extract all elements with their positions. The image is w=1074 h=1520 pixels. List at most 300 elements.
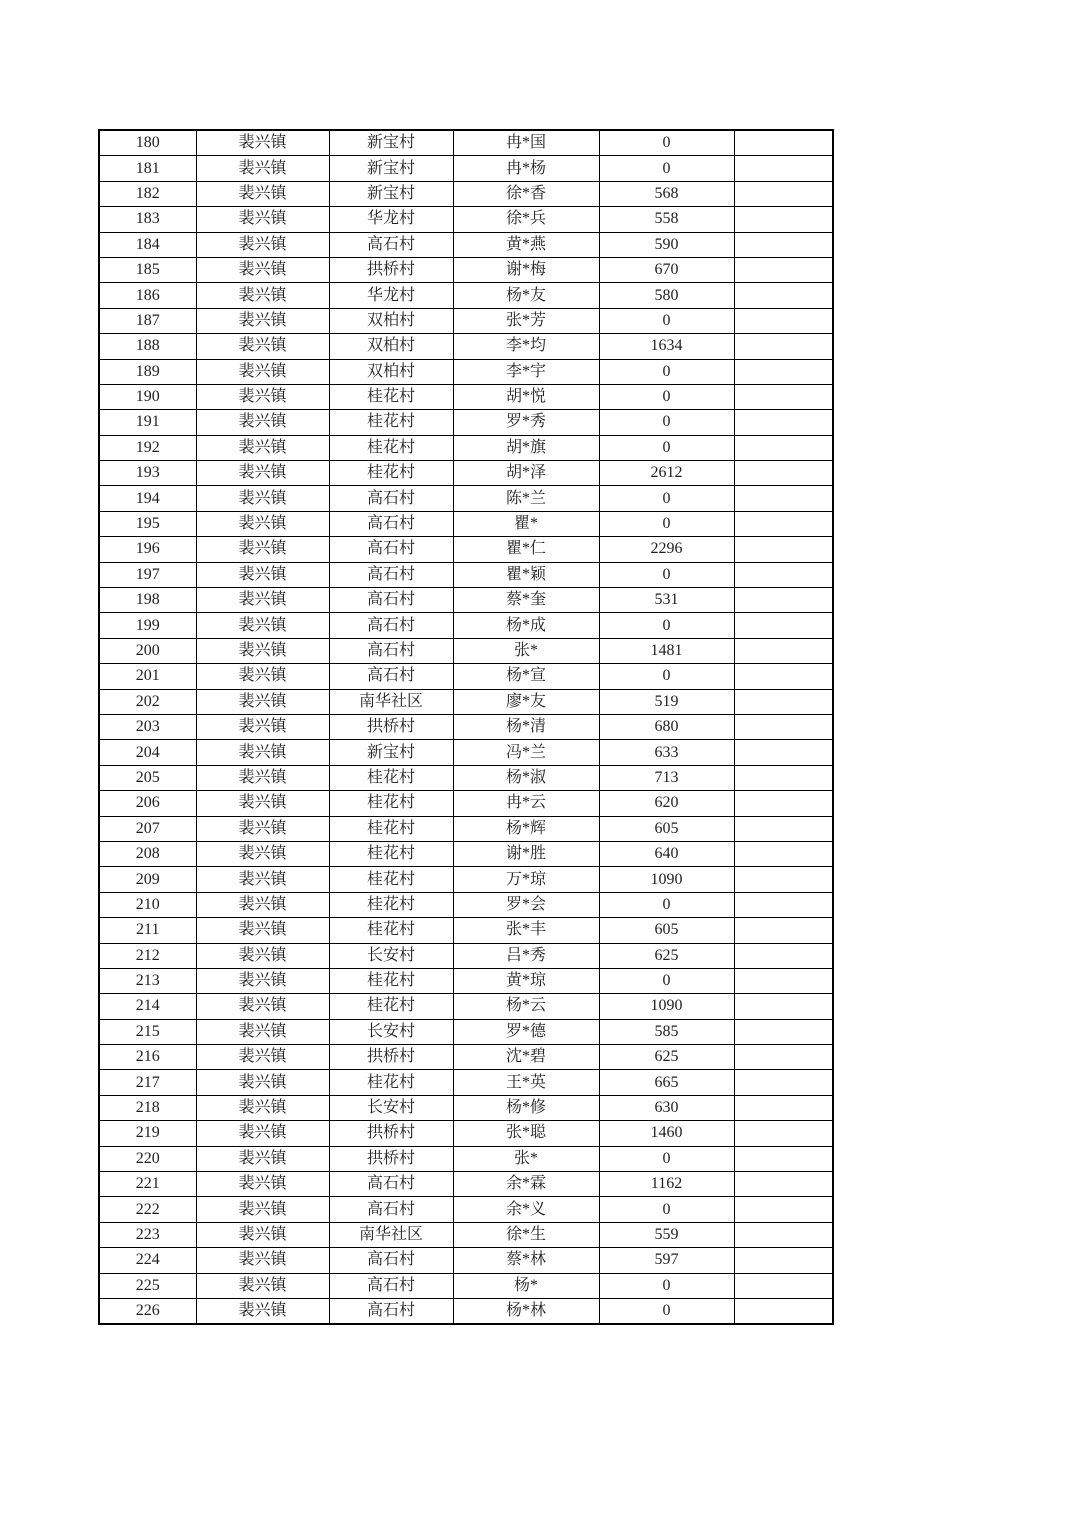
- table-row: [99, 410, 833, 435]
- table-row: [99, 156, 833, 181]
- table-row: [99, 207, 833, 232]
- row-number-cell: 222: [99, 1197, 196, 1222]
- amount-cell: 1460: [599, 1121, 734, 1146]
- person-name-cell: 谢*胜: [453, 841, 599, 866]
- town-cell: 裴兴镇: [196, 1121, 329, 1146]
- row-number-cell: 197: [99, 562, 196, 587]
- person-name-cell: 罗*秀: [453, 410, 599, 435]
- person-name-cell: 张*芳: [453, 308, 599, 333]
- row-number-cell: 195: [99, 511, 196, 536]
- village-cell: 高石村: [329, 1273, 453, 1298]
- row-number-cell: 182: [99, 181, 196, 206]
- table-row: [99, 1222, 833, 1247]
- person-name-cell: 罗*德: [453, 1019, 599, 1044]
- table-row: [99, 1019, 833, 1044]
- table-row: [99, 435, 833, 460]
- village-cell: 桂花村: [329, 867, 453, 892]
- blank-cell: [734, 943, 833, 968]
- blank-cell: [734, 841, 833, 866]
- row-number-cell: 226: [99, 1298, 196, 1324]
- amount-cell: 519: [599, 689, 734, 714]
- person-name-cell: 王*英: [453, 1070, 599, 1095]
- person-name-cell: 谢*梅: [453, 257, 599, 282]
- amount-cell: 0: [599, 613, 734, 638]
- village-cell: 桂花村: [329, 435, 453, 460]
- village-cell: 新宝村: [329, 130, 453, 156]
- town-cell: 裴兴镇: [196, 689, 329, 714]
- blank-cell: [734, 740, 833, 765]
- row-number-cell: 194: [99, 486, 196, 511]
- row-number-cell: 193: [99, 461, 196, 486]
- village-cell: 新宝村: [329, 740, 453, 765]
- town-cell: 裴兴镇: [196, 156, 329, 181]
- town-cell: 裴兴镇: [196, 1172, 329, 1197]
- amount-cell: 0: [599, 1146, 734, 1171]
- blank-cell: [734, 283, 833, 308]
- blank-cell: [734, 537, 833, 562]
- amount-cell: 0: [599, 359, 734, 384]
- village-cell: 高石村: [329, 664, 453, 689]
- person-name-cell: 杨*辉: [453, 816, 599, 841]
- table-row: [99, 130, 833, 156]
- table-row: [99, 714, 833, 739]
- blank-cell: [734, 994, 833, 1019]
- person-name-cell: 杨*清: [453, 714, 599, 739]
- row-number-cell: 220: [99, 1146, 196, 1171]
- blank-cell: [734, 1197, 833, 1222]
- blank-cell: [734, 613, 833, 638]
- amount-cell: 0: [599, 486, 734, 511]
- blank-cell: [734, 892, 833, 917]
- blank-cell: [734, 1172, 833, 1197]
- blank-cell: [734, 918, 833, 943]
- amount-cell: 665: [599, 1070, 734, 1095]
- table-row: [99, 232, 833, 257]
- village-cell: 桂花村: [329, 892, 453, 917]
- village-cell: 拱桥村: [329, 1121, 453, 1146]
- table-row: [99, 613, 833, 638]
- amount-cell: 0: [599, 130, 734, 156]
- village-cell: 华龙村: [329, 283, 453, 308]
- person-name-cell: 黄*琼: [453, 968, 599, 993]
- person-name-cell: 冉*国: [453, 130, 599, 156]
- village-cell: 高石村: [329, 613, 453, 638]
- blank-cell: [734, 1298, 833, 1324]
- table-row: [99, 486, 833, 511]
- amount-cell: 630: [599, 1095, 734, 1120]
- amount-cell: 0: [599, 1197, 734, 1222]
- table-row: [99, 791, 833, 816]
- town-cell: 裴兴镇: [196, 384, 329, 409]
- blank-cell: [734, 130, 833, 156]
- blank-cell: [734, 1045, 833, 1070]
- village-cell: 长安村: [329, 943, 453, 968]
- town-cell: 裴兴镇: [196, 1045, 329, 1070]
- person-name-cell: 杨*林: [453, 1298, 599, 1324]
- amount-cell: 0: [599, 435, 734, 460]
- town-cell: 裴兴镇: [196, 486, 329, 511]
- town-cell: 裴兴镇: [196, 791, 329, 816]
- village-cell: 高石村: [329, 486, 453, 511]
- town-cell: 裴兴镇: [196, 943, 329, 968]
- blank-cell: [734, 1146, 833, 1171]
- town-cell: 裴兴镇: [196, 740, 329, 765]
- village-cell: 高石村: [329, 511, 453, 536]
- person-name-cell: 李*宇: [453, 359, 599, 384]
- village-cell: 桂花村: [329, 994, 453, 1019]
- row-number-cell: 216: [99, 1045, 196, 1070]
- person-name-cell: 徐*兵: [453, 207, 599, 232]
- blank-cell: [734, 486, 833, 511]
- row-number-cell: 214: [99, 994, 196, 1019]
- town-cell: 裴兴镇: [196, 562, 329, 587]
- village-cell: 桂花村: [329, 765, 453, 790]
- table-row: [99, 664, 833, 689]
- town-cell: 裴兴镇: [196, 816, 329, 841]
- table-row: [99, 1273, 833, 1298]
- town-cell: 裴兴镇: [196, 308, 329, 333]
- blank-cell: [734, 257, 833, 282]
- row-number-cell: 213: [99, 968, 196, 993]
- table-row: [99, 689, 833, 714]
- village-cell: 拱桥村: [329, 1045, 453, 1070]
- blank-cell: [734, 410, 833, 435]
- blank-cell: [734, 1222, 833, 1247]
- village-cell: 双柏村: [329, 334, 453, 359]
- person-name-cell: 杨*成: [453, 613, 599, 638]
- village-cell: 桂花村: [329, 384, 453, 409]
- blank-cell: [734, 1121, 833, 1146]
- row-number-cell: 189: [99, 359, 196, 384]
- table-row: [99, 1095, 833, 1120]
- table-row: [99, 181, 833, 206]
- table-row: [99, 511, 833, 536]
- table-row: [99, 816, 833, 841]
- row-number-cell: 198: [99, 588, 196, 613]
- blank-cell: [734, 791, 833, 816]
- town-cell: 裴兴镇: [196, 537, 329, 562]
- amount-cell: 597: [599, 1248, 734, 1273]
- town-cell: 裴兴镇: [196, 283, 329, 308]
- row-number-cell: 225: [99, 1273, 196, 1298]
- town-cell: 裴兴镇: [196, 867, 329, 892]
- person-name-cell: 瞿*颖: [453, 562, 599, 587]
- row-number-cell: 185: [99, 257, 196, 282]
- blank-cell: [734, 765, 833, 790]
- row-number-cell: 181: [99, 156, 196, 181]
- table-row: [99, 257, 833, 282]
- blank-cell: [734, 181, 833, 206]
- table-row: [99, 1298, 833, 1324]
- amount-cell: 0: [599, 156, 734, 181]
- amount-cell: 1090: [599, 867, 734, 892]
- blank-cell: [734, 156, 833, 181]
- row-number-cell: 215: [99, 1019, 196, 1044]
- row-number-cell: 204: [99, 740, 196, 765]
- village-cell: 南华社区: [329, 689, 453, 714]
- town-cell: 裴兴镇: [196, 1197, 329, 1222]
- village-cell: 长安村: [329, 1019, 453, 1044]
- person-name-cell: 罗*会: [453, 892, 599, 917]
- row-number-cell: 219: [99, 1121, 196, 1146]
- village-cell: 新宝村: [329, 181, 453, 206]
- village-cell: 桂花村: [329, 791, 453, 816]
- table-body: [99, 130, 833, 1324]
- blank-cell: [734, 1095, 833, 1120]
- amount-cell: 0: [599, 1298, 734, 1324]
- amount-cell: 585: [599, 1019, 734, 1044]
- blank-cell: [734, 562, 833, 587]
- amount-cell: 625: [599, 1045, 734, 1070]
- person-name-cell: 胡*悦: [453, 384, 599, 409]
- amount-cell: 713: [599, 765, 734, 790]
- village-cell: 高石村: [329, 1248, 453, 1273]
- town-cell: 裴兴镇: [196, 1070, 329, 1095]
- town-cell: 裴兴镇: [196, 461, 329, 486]
- town-cell: 裴兴镇: [196, 765, 329, 790]
- amount-cell: 640: [599, 841, 734, 866]
- table-row: [99, 918, 833, 943]
- town-cell: 裴兴镇: [196, 588, 329, 613]
- amount-cell: 1090: [599, 994, 734, 1019]
- town-cell: 裴兴镇: [196, 257, 329, 282]
- row-number-cell: 218: [99, 1095, 196, 1120]
- amount-cell: 0: [599, 664, 734, 689]
- person-name-cell: 杨*云: [453, 994, 599, 1019]
- person-name-cell: 蔡*林: [453, 1248, 599, 1273]
- village-cell: 双柏村: [329, 359, 453, 384]
- row-number-cell: 208: [99, 841, 196, 866]
- row-number-cell: 223: [99, 1222, 196, 1247]
- blank-cell: [734, 461, 833, 486]
- person-name-cell: 杨*淑: [453, 765, 599, 790]
- town-cell: 裴兴镇: [196, 664, 329, 689]
- row-number-cell: 224: [99, 1248, 196, 1273]
- table-row: [99, 638, 833, 663]
- table-row: [99, 283, 833, 308]
- table-row: [99, 867, 833, 892]
- table-row: [99, 308, 833, 333]
- person-name-cell: 胡*旗: [453, 435, 599, 460]
- town-cell: 裴兴镇: [196, 613, 329, 638]
- village-cell: 高石村: [329, 638, 453, 663]
- town-cell: 裴兴镇: [196, 1222, 329, 1247]
- row-number-cell: 196: [99, 537, 196, 562]
- town-cell: 裴兴镇: [196, 1248, 329, 1273]
- row-number-cell: 221: [99, 1172, 196, 1197]
- amount-cell: 605: [599, 816, 734, 841]
- town-cell: 裴兴镇: [196, 334, 329, 359]
- amount-cell: 670: [599, 257, 734, 282]
- person-name-cell: 廖*友: [453, 689, 599, 714]
- amount-cell: 580: [599, 283, 734, 308]
- blank-cell: [734, 334, 833, 359]
- table-row: [99, 1248, 833, 1273]
- town-cell: 裴兴镇: [196, 410, 329, 435]
- blank-cell: [734, 968, 833, 993]
- blank-cell: [734, 1019, 833, 1044]
- table-row: [99, 765, 833, 790]
- row-number-cell: 184: [99, 232, 196, 257]
- table-row: [99, 1197, 833, 1222]
- person-name-cell: 冯*兰: [453, 740, 599, 765]
- person-name-cell: 李*均: [453, 334, 599, 359]
- town-cell: 裴兴镇: [196, 841, 329, 866]
- town-cell: 裴兴镇: [196, 918, 329, 943]
- row-number-cell: 180: [99, 130, 196, 156]
- person-name-cell: 冉*云: [453, 791, 599, 816]
- blank-cell: [734, 1248, 833, 1273]
- person-name-cell: 余*义: [453, 1197, 599, 1222]
- person-name-cell: 瞿*仁: [453, 537, 599, 562]
- person-name-cell: 胡*泽: [453, 461, 599, 486]
- amount-cell: 0: [599, 511, 734, 536]
- row-number-cell: 188: [99, 334, 196, 359]
- amount-cell: 0: [599, 1273, 734, 1298]
- blank-cell: [734, 384, 833, 409]
- person-name-cell: 万*琼: [453, 867, 599, 892]
- town-cell: 裴兴镇: [196, 1273, 329, 1298]
- town-cell: 裴兴镇: [196, 359, 329, 384]
- table-row: [99, 334, 833, 359]
- row-number-cell: 201: [99, 664, 196, 689]
- amount-cell: 680: [599, 714, 734, 739]
- village-cell: 双柏村: [329, 308, 453, 333]
- amount-cell: 0: [599, 892, 734, 917]
- town-cell: 裴兴镇: [196, 435, 329, 460]
- village-cell: 高石村: [329, 588, 453, 613]
- row-number-cell: 191: [99, 410, 196, 435]
- table-row: [99, 1045, 833, 1070]
- town-cell: 裴兴镇: [196, 181, 329, 206]
- row-number-cell: 199: [99, 613, 196, 638]
- village-cell: 桂花村: [329, 410, 453, 435]
- person-name-cell: 张*聪: [453, 1121, 599, 1146]
- table-row: [99, 841, 833, 866]
- row-number-cell: 190: [99, 384, 196, 409]
- person-name-cell: 张*: [453, 638, 599, 663]
- village-cell: 拱桥村: [329, 1146, 453, 1171]
- amount-cell: 620: [599, 791, 734, 816]
- town-cell: 裴兴镇: [196, 968, 329, 993]
- amount-cell: 0: [599, 968, 734, 993]
- person-name-cell: 陈*兰: [453, 486, 599, 511]
- village-cell: 华龙村: [329, 207, 453, 232]
- amount-cell: 559: [599, 1222, 734, 1247]
- amount-cell: 1634: [599, 334, 734, 359]
- amount-cell: 0: [599, 308, 734, 333]
- table-row: [99, 892, 833, 917]
- person-name-cell: 冉*杨: [453, 156, 599, 181]
- person-name-cell: 杨*友: [453, 283, 599, 308]
- town-cell: 裴兴镇: [196, 1095, 329, 1120]
- amount-cell: 633: [599, 740, 734, 765]
- town-cell: 裴兴镇: [196, 1298, 329, 1324]
- village-cell: 新宝村: [329, 156, 453, 181]
- row-number-cell: 203: [99, 714, 196, 739]
- table-row: [99, 1070, 833, 1095]
- amount-cell: 568: [599, 181, 734, 206]
- row-number-cell: 183: [99, 207, 196, 232]
- table-row: [99, 943, 833, 968]
- amount-cell: 0: [599, 384, 734, 409]
- town-cell: 裴兴镇: [196, 511, 329, 536]
- row-number-cell: 202: [99, 689, 196, 714]
- row-number-cell: 186: [99, 283, 196, 308]
- person-name-cell: 杨*修: [453, 1095, 599, 1120]
- amount-cell: 0: [599, 410, 734, 435]
- row-number-cell: 210: [99, 892, 196, 917]
- blank-cell: [734, 689, 833, 714]
- village-cell: 桂花村: [329, 816, 453, 841]
- amount-cell: 625: [599, 943, 734, 968]
- row-number-cell: 187: [99, 308, 196, 333]
- amount-cell: 1481: [599, 638, 734, 663]
- amount-cell: 0: [599, 562, 734, 587]
- town-cell: 裴兴镇: [196, 994, 329, 1019]
- table-row: [99, 384, 833, 409]
- village-cell: 桂花村: [329, 841, 453, 866]
- village-cell: 高石村: [329, 1197, 453, 1222]
- village-cell: 高石村: [329, 1172, 453, 1197]
- blank-cell: [734, 638, 833, 663]
- table-row: [99, 1172, 833, 1197]
- row-number-cell: 192: [99, 435, 196, 460]
- village-cell: 桂花村: [329, 918, 453, 943]
- amount-cell: 605: [599, 918, 734, 943]
- person-name-cell: 张*丰: [453, 918, 599, 943]
- person-name-cell: 沈*碧: [453, 1045, 599, 1070]
- amount-cell: 558: [599, 207, 734, 232]
- table-row: [99, 588, 833, 613]
- blank-cell: [734, 435, 833, 460]
- row-number-cell: 206: [99, 791, 196, 816]
- table-row: [99, 968, 833, 993]
- table-row: [99, 1121, 833, 1146]
- village-cell: 南华社区: [329, 1222, 453, 1247]
- row-number-cell: 217: [99, 1070, 196, 1095]
- town-cell: 裴兴镇: [196, 232, 329, 257]
- table-row: [99, 537, 833, 562]
- blank-cell: [734, 816, 833, 841]
- table-row: [99, 994, 833, 1019]
- blank-cell: [734, 867, 833, 892]
- village-cell: 高石村: [329, 537, 453, 562]
- blank-cell: [734, 359, 833, 384]
- table-row: [99, 1146, 833, 1171]
- village-cell: 高石村: [329, 232, 453, 257]
- table-row: [99, 359, 833, 384]
- blank-cell: [734, 664, 833, 689]
- person-name-cell: 余*霖: [453, 1172, 599, 1197]
- village-cell: 桂花村: [329, 461, 453, 486]
- person-name-cell: 徐*香: [453, 181, 599, 206]
- amount-cell: 1162: [599, 1172, 734, 1197]
- person-name-cell: 杨*宣: [453, 664, 599, 689]
- row-number-cell: 209: [99, 867, 196, 892]
- village-cell: 桂花村: [329, 968, 453, 993]
- amount-cell: 2296: [599, 537, 734, 562]
- blank-cell: [734, 1273, 833, 1298]
- person-name-cell: 杨*: [453, 1273, 599, 1298]
- person-name-cell: 黄*燕: [453, 232, 599, 257]
- row-number-cell: 212: [99, 943, 196, 968]
- blank-cell: [734, 207, 833, 232]
- table-row: [99, 461, 833, 486]
- data-table: [98, 129, 834, 1325]
- blank-cell: [734, 308, 833, 333]
- person-name-cell: 张*: [453, 1146, 599, 1171]
